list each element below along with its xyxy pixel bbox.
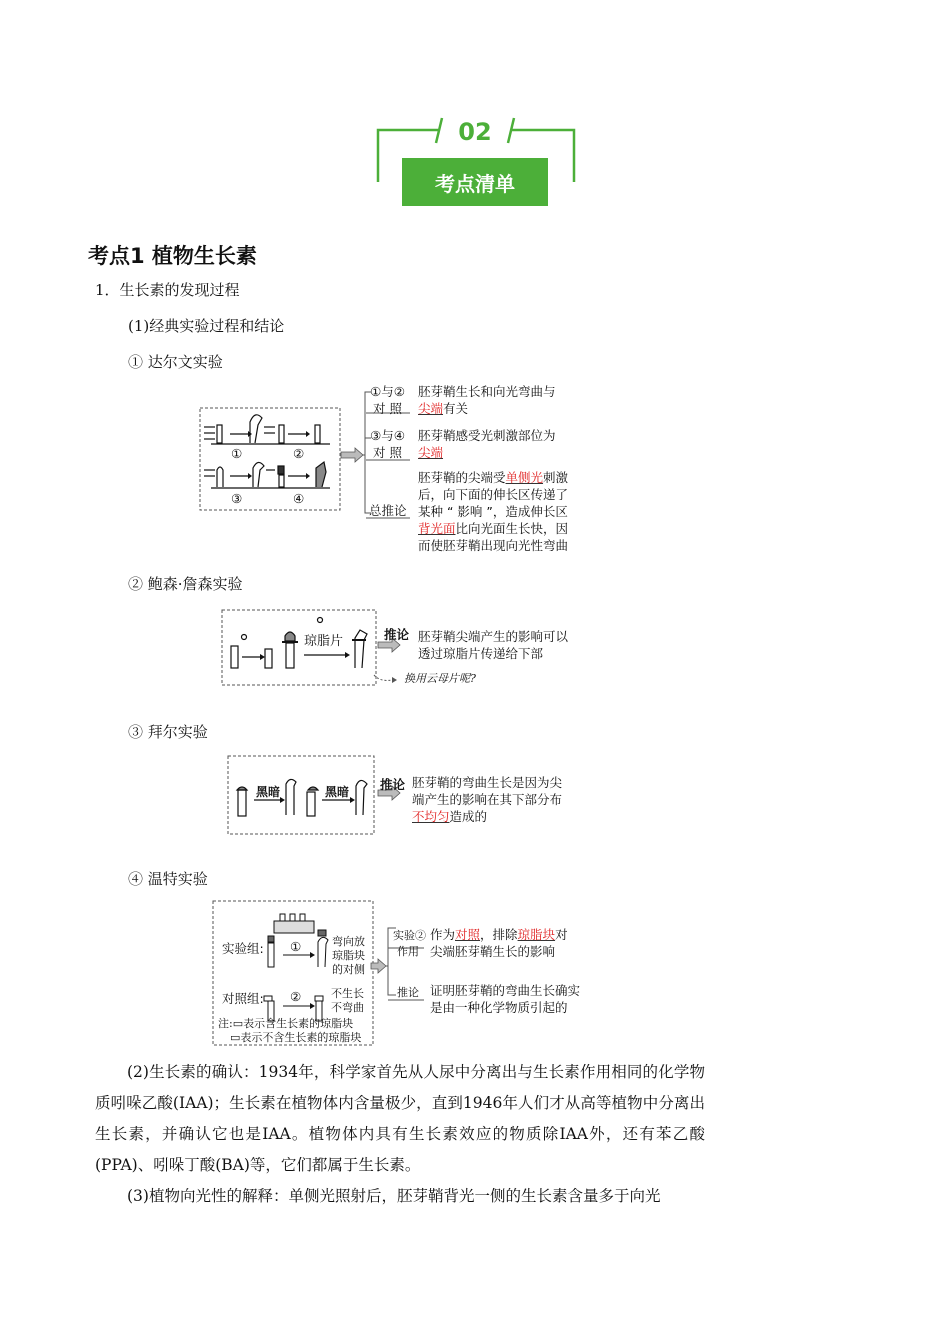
darwin-c2-red: 尖端 (418, 445, 444, 460)
went-nogrow-b: 不弯曲 (331, 1001, 364, 1014)
darwin-c3-line4 (418, 520, 568, 537)
darwin-c2-label-a: ③与④ (370, 428, 405, 443)
went-note-a: 注:▭表示含生长素的琼脂块 (218, 1017, 354, 1030)
went-side-b: 琼脂块 (332, 949, 365, 962)
section-title: 考点1 植物生长素 (88, 244, 257, 268)
boysen-agar-label: 琼脂片 (304, 634, 344, 649)
went-n1: ① (290, 939, 302, 954)
darwin-c1-red: 尖端 (418, 401, 444, 416)
badge-title: 考点清单 (435, 172, 515, 196)
darwin-c3-line3: 某种 “ 影响 ”，造成伸长区 (418, 504, 568, 519)
paal-dark-1: 黑暗 (256, 785, 281, 799)
went-n2: ② (290, 989, 302, 1004)
went-side-a: 弯向放 (332, 935, 365, 948)
darwin-c3-red1: 单侧光 (505, 470, 544, 485)
exp4-title: ④ 温特实验 (128, 870, 208, 888)
went-tag1-a: 实验② (393, 929, 426, 942)
went-t1-c: 对 (555, 927, 568, 942)
boysen-text-a: 胚芽鞘尖端产生的影响可以 (418, 629, 569, 644)
paal-text-c (412, 808, 487, 825)
darwin-n2: ② (293, 446, 305, 461)
went-t2-b: 是由一种化学物质引起的 (430, 1000, 568, 1015)
darwin-n4: ④ (293, 491, 305, 506)
darwin-c1-label-b: 对 照 (373, 401, 402, 416)
darwin-c3-l1b: 刺激 (543, 470, 569, 485)
darwin-n1: ① (231, 446, 243, 461)
went-t1-red1: 对照 (455, 927, 481, 942)
darwin-c3-line2: 后，向下面的伸长区传递了 (418, 487, 569, 502)
darwin-c1-text-b (418, 400, 468, 417)
paal-text-c-tail: 造成的 (449, 809, 488, 824)
darwin-c3-l1a: 胚芽鞘的尖端受 (418, 470, 506, 485)
went-tag2: 推论 (397, 986, 419, 999)
paal-tag: 推论 (380, 777, 406, 792)
darwin-c3-red2: 背光面 (418, 521, 456, 536)
exp1-title: ① 达尔文实验 (128, 353, 223, 371)
badge-number: 02 (458, 118, 492, 146)
went-ctrl-group: 对照组: (222, 991, 264, 1006)
went-diagram (0, 0, 950, 160)
went-t1-b: ，排除 (480, 927, 518, 942)
darwin-c1-label-a: ①与② (370, 384, 405, 399)
went-note-b: ▭表示不含生长素的琼脂块 (230, 1031, 362, 1044)
exp2-title: ② 鲍森·詹森实验 (128, 575, 243, 593)
item-heading: 1．生长素的发现过程 (95, 281, 240, 299)
darwin-c2-label-b: 对 照 (373, 445, 402, 460)
went-t1-line2: 尖端胚芽鞘生长的影响 (430, 944, 556, 959)
paragraph-auxin-confirmation: (2)生长素的确认：1934年，科学家首先从人尿中分离出与生长素作用相同的化学物质吲哚乙酸(IAA)；生长素在植物体内含量极少，直到1946年人们才从高等植物中分离出生长素，并确认它也是IAA。植物体内具有生长素效应的物质除IAA外，还有苯乙酸(PPA)、吲哚丁酸(BA)等，它们都属于生长素。 (95, 1063, 705, 1174)
darwin-c3-line5: 而使胚芽鞘出现向光性弯曲 (418, 538, 569, 553)
boysen-text-b: 透过琼脂片传递给下部 (418, 646, 544, 661)
darwin-c2-text-a: 胚芽鞘感受光刺激部位为 (418, 428, 556, 443)
darwin-c3-label: 总推论 (369, 503, 407, 518)
went-tag1-b: 作用 (397, 945, 419, 958)
paal-dark-2: 黑暗 (325, 785, 350, 799)
exp3-title: ③ 拜尔实验 (128, 723, 208, 741)
darwin-c3-line1 (418, 469, 568, 486)
went-t2-a: 证明胚芽鞘的弯曲生长确实 (430, 983, 581, 998)
boysen-tag: 推论 (384, 627, 410, 642)
sub-heading: (1)经典实验过程和结论 (128, 317, 285, 335)
went-t1-a: 作为 (430, 927, 456, 942)
paal-text-b: 端产生的影响在其下部分布 (412, 792, 563, 807)
went-exp-group: 实验组: (222, 941, 264, 956)
darwin-n3: ③ (231, 491, 243, 506)
went-t1-red2: 琼脂块 (517, 927, 556, 942)
went-side-c: 的对侧 (332, 963, 365, 976)
darwin-c1-tail: 有关 (443, 401, 469, 416)
paal-red: 不均匀 (412, 809, 450, 824)
went-t1-line1 (430, 926, 568, 943)
went-nogrow-a: 不生长 (331, 987, 364, 1000)
paal-text-a: 胚芽鞘的弯曲生长是因为尖 (412, 775, 563, 790)
darwin-c3-l4b: 比向光面生长快，因 (455, 521, 569, 536)
darwin-c1-text-a: 胚芽鞘生长和向光弯曲与 (418, 384, 556, 399)
paragraph-phototropism: (3)植物向光性的解释：单侧光照射后，胚芽鞘背光一侧的生长素含量多于向光 (127, 1187, 661, 1205)
boysen-note: 换用云母片呢? (404, 672, 476, 685)
